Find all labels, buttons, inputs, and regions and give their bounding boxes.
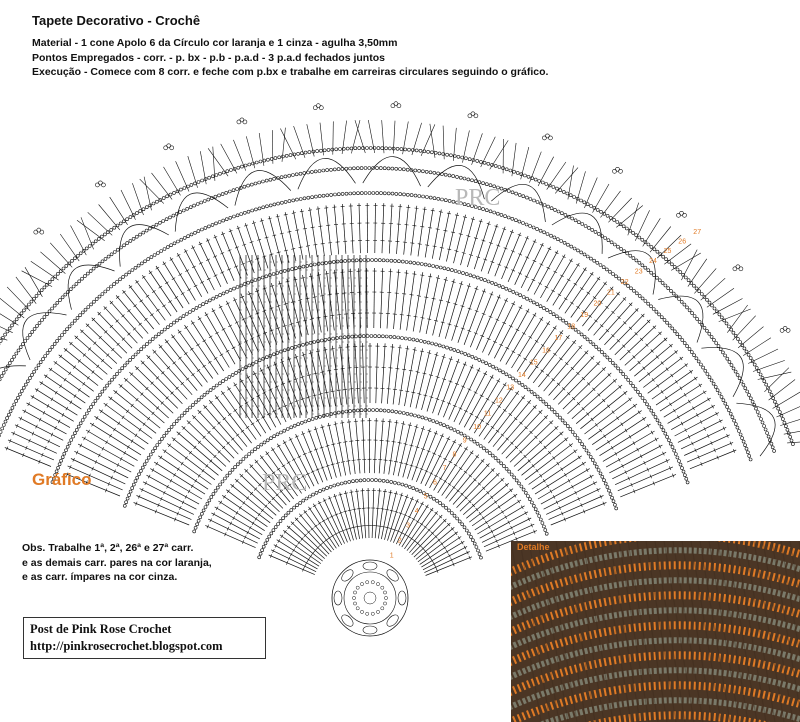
stitch-pattern [0, 102, 800, 576]
credit-box [23, 617, 266, 659]
round-number: 2 [397, 537, 402, 545]
round-number: 23 [634, 268, 643, 276]
round-number: 19 [580, 311, 589, 319]
round-number: 15 [529, 359, 538, 367]
stitches-line: Pontos Empregados - corr. - p. bx - p.b - p.a.d - 3 p.a.d fechados juntos [32, 52, 385, 64]
detail-photo-art [511, 541, 800, 722]
blog-link[interactable]: http://pinkrosecrochet.blogspot.com [30, 639, 223, 653]
credit-title: Post de Pink Rose Crochet [30, 622, 172, 636]
round-number: 1 [389, 552, 394, 560]
round-number: 5 [423, 493, 428, 501]
detail-photo [511, 541, 800, 722]
round-number: 22 [620, 278, 629, 286]
obs-line-3: e as carr. ímpares na cor cinza. [22, 571, 178, 583]
round-number: 6 [433, 479, 437, 487]
round-number: 21 [607, 289, 615, 297]
chart-label: Gráfico [32, 470, 92, 489]
round-number: 12 [495, 397, 503, 405]
round-number: 10 [473, 424, 481, 431]
execution-line: Execução - Comece com 8 corr. e feche com p.bx e trabalhe em carreiras circulares seguindo o gráfico. [32, 66, 549, 78]
watermark-top: PRC [455, 185, 501, 211]
round-number: 25 [663, 248, 672, 255]
material-line: Material - 1 cone Apolo 6 da Círculo cor laranja e 1 cinza - agulha 3,50mm [32, 37, 398, 49]
round-number: 9 [462, 437, 467, 445]
round-number: 20 [593, 300, 602, 308]
round-number: 18 [567, 323, 576, 331]
detail-label: Detalhe [517, 542, 550, 552]
round-number: 27 [693, 228, 702, 236]
round-number: 4 [414, 508, 419, 516]
obs-line-1: Obs. Trabalhe 1ª, 2ª, 26ª e 27ª carr. [22, 542, 194, 554]
obs-line-2: e as demais carr. pares na cor laranja, [22, 557, 212, 569]
center-motif [332, 560, 408, 636]
round-number: 14 [518, 372, 526, 379]
round-number: 8 [452, 451, 457, 459]
watermark-bottom: PRC [262, 470, 308, 496]
round-number: 11 [483, 410, 492, 418]
round-number: 26 [678, 238, 687, 246]
round-number: 17 [554, 335, 563, 343]
round-number: 16 [542, 347, 550, 355]
round-number: 3 [406, 522, 411, 530]
round-numbers [390, 229, 701, 560]
round-number: 13 [506, 384, 515, 392]
round-number: 7 [442, 465, 447, 473]
page-title: Tapete Decorativo - Crochê [32, 13, 201, 28]
round-number: 24 [649, 258, 657, 265]
